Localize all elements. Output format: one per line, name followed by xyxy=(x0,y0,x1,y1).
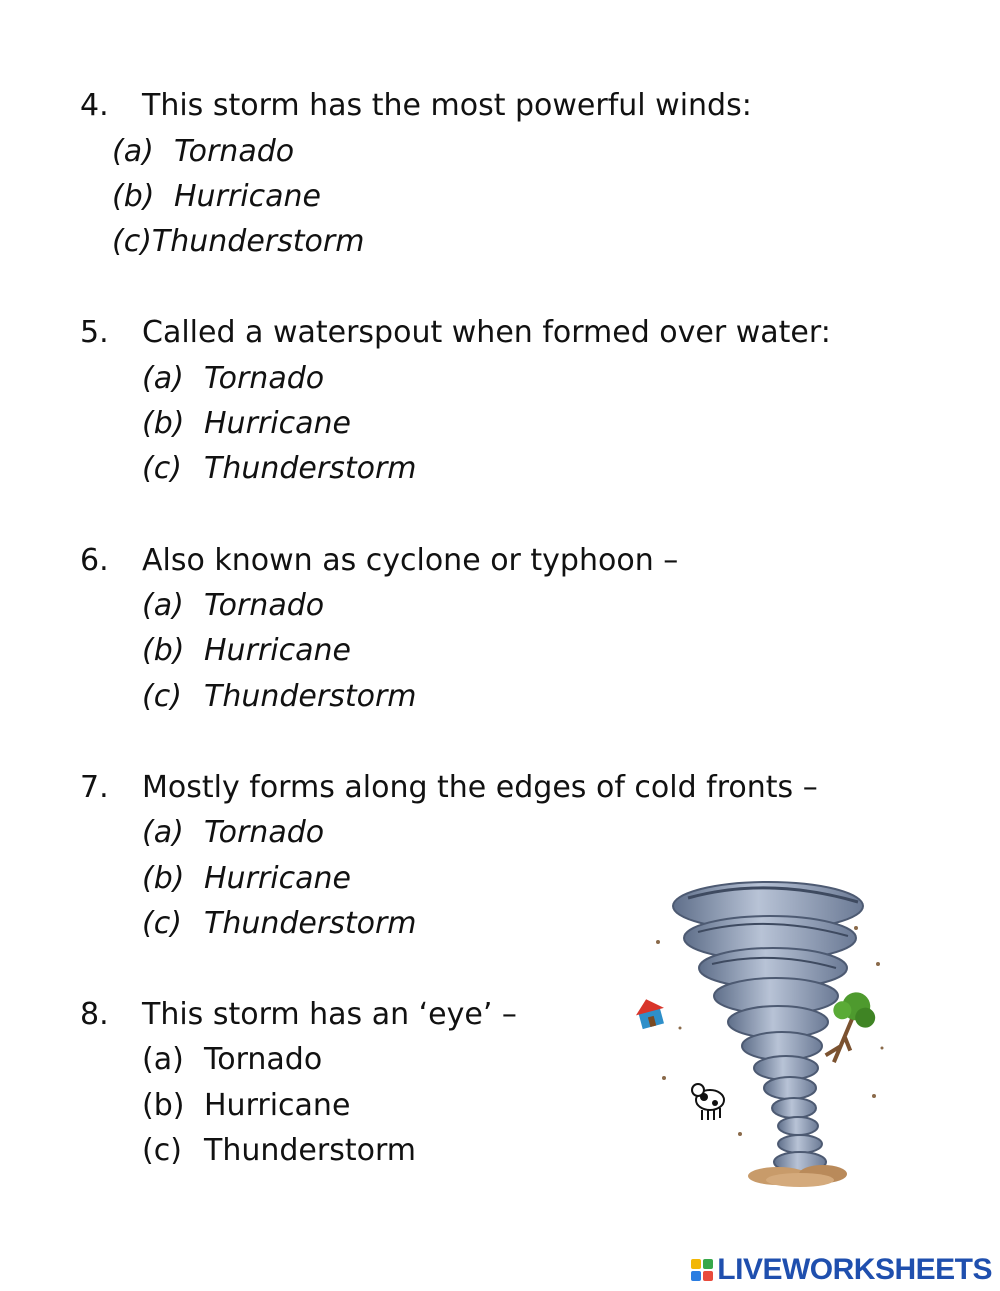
option-c[interactable] xyxy=(112,222,364,262)
question-prompt xyxy=(80,541,678,581)
option-c[interactable] xyxy=(142,677,417,717)
option-text: Thunderstorm xyxy=(204,906,417,941)
option-label: (a) xyxy=(142,588,184,623)
option-text: Tornado xyxy=(204,815,325,850)
question-number: 6. xyxy=(80,543,109,578)
option-b[interactable] xyxy=(142,631,351,671)
option-label: (a) xyxy=(142,815,184,850)
option-label: (a) xyxy=(142,361,184,396)
option-text: Tornado xyxy=(204,588,325,623)
option-label: (a) xyxy=(142,1042,184,1077)
option-a[interactable] xyxy=(112,132,294,172)
question-text: This storm has an ‘eye’ – xyxy=(142,997,517,1032)
question-number: 7. xyxy=(80,770,109,805)
liveworksheets-brand xyxy=(691,1252,992,1288)
option-text: Thunderstorm xyxy=(204,1133,416,1168)
option-text: Hurricane xyxy=(174,179,321,214)
option-label: (b) xyxy=(142,861,185,896)
option-c[interactable] xyxy=(142,1131,416,1171)
option-label: (a) xyxy=(112,134,154,169)
question-prompt xyxy=(80,995,517,1035)
question-number: 4. xyxy=(80,88,109,123)
option-text: Hurricane xyxy=(204,861,351,896)
tornado-funnel xyxy=(673,882,863,1172)
option-b[interactable] xyxy=(112,177,321,217)
option-b[interactable] xyxy=(142,859,351,899)
option-a[interactable] xyxy=(142,813,324,853)
question-text: This storm has the most powerful winds: xyxy=(142,88,752,123)
option-text: Tornado xyxy=(174,134,295,169)
option-a[interactable] xyxy=(142,359,324,399)
question-prompt xyxy=(80,313,831,353)
tornado-illustration-icon xyxy=(628,868,908,1188)
option-label: (c) xyxy=(112,224,152,259)
question-number: 8. xyxy=(80,997,109,1032)
option-label: (b) xyxy=(142,633,185,668)
option-text: Thunderstorm xyxy=(151,224,365,259)
liveworksheets-logo-icon xyxy=(691,1259,713,1281)
option-label: (b) xyxy=(142,406,185,441)
option-b[interactable] xyxy=(142,404,351,444)
option-label: (c) xyxy=(142,451,182,486)
flying-cow-icon xyxy=(692,1084,724,1120)
brand-wordmark: LIVEWORKSHEETS xyxy=(717,1253,992,1286)
option-label: (c) xyxy=(142,1133,182,1168)
option-text: Thunderstorm xyxy=(204,679,417,714)
option-a[interactable] xyxy=(142,586,324,626)
option-label: (c) xyxy=(142,906,182,941)
question-prompt xyxy=(80,86,752,126)
option-label: (c) xyxy=(142,679,182,714)
question-prompt xyxy=(80,768,818,808)
option-text: Tornado xyxy=(204,361,325,396)
flying-house-icon xyxy=(633,995,668,1030)
question-text: Called a waterspout when formed over water: xyxy=(142,315,831,350)
question-text: Mostly forms along the edges of cold fronts – xyxy=(142,770,818,805)
option-c[interactable] xyxy=(142,904,417,944)
option-text: Thunderstorm xyxy=(204,451,417,486)
option-label: (b) xyxy=(112,179,155,214)
question-text: Also known as cyclone or typhoon – xyxy=(142,543,679,578)
option-b[interactable] xyxy=(142,1086,350,1126)
option-text: Tornado xyxy=(204,1042,323,1077)
question-number: 5. xyxy=(80,315,109,350)
option-text: Hurricane xyxy=(204,1088,351,1123)
option-c[interactable] xyxy=(142,449,417,489)
option-text: Hurricane xyxy=(204,406,351,441)
option-label: (b) xyxy=(142,1088,185,1123)
option-a[interactable] xyxy=(142,1040,322,1080)
option-text: Hurricane xyxy=(204,633,351,668)
